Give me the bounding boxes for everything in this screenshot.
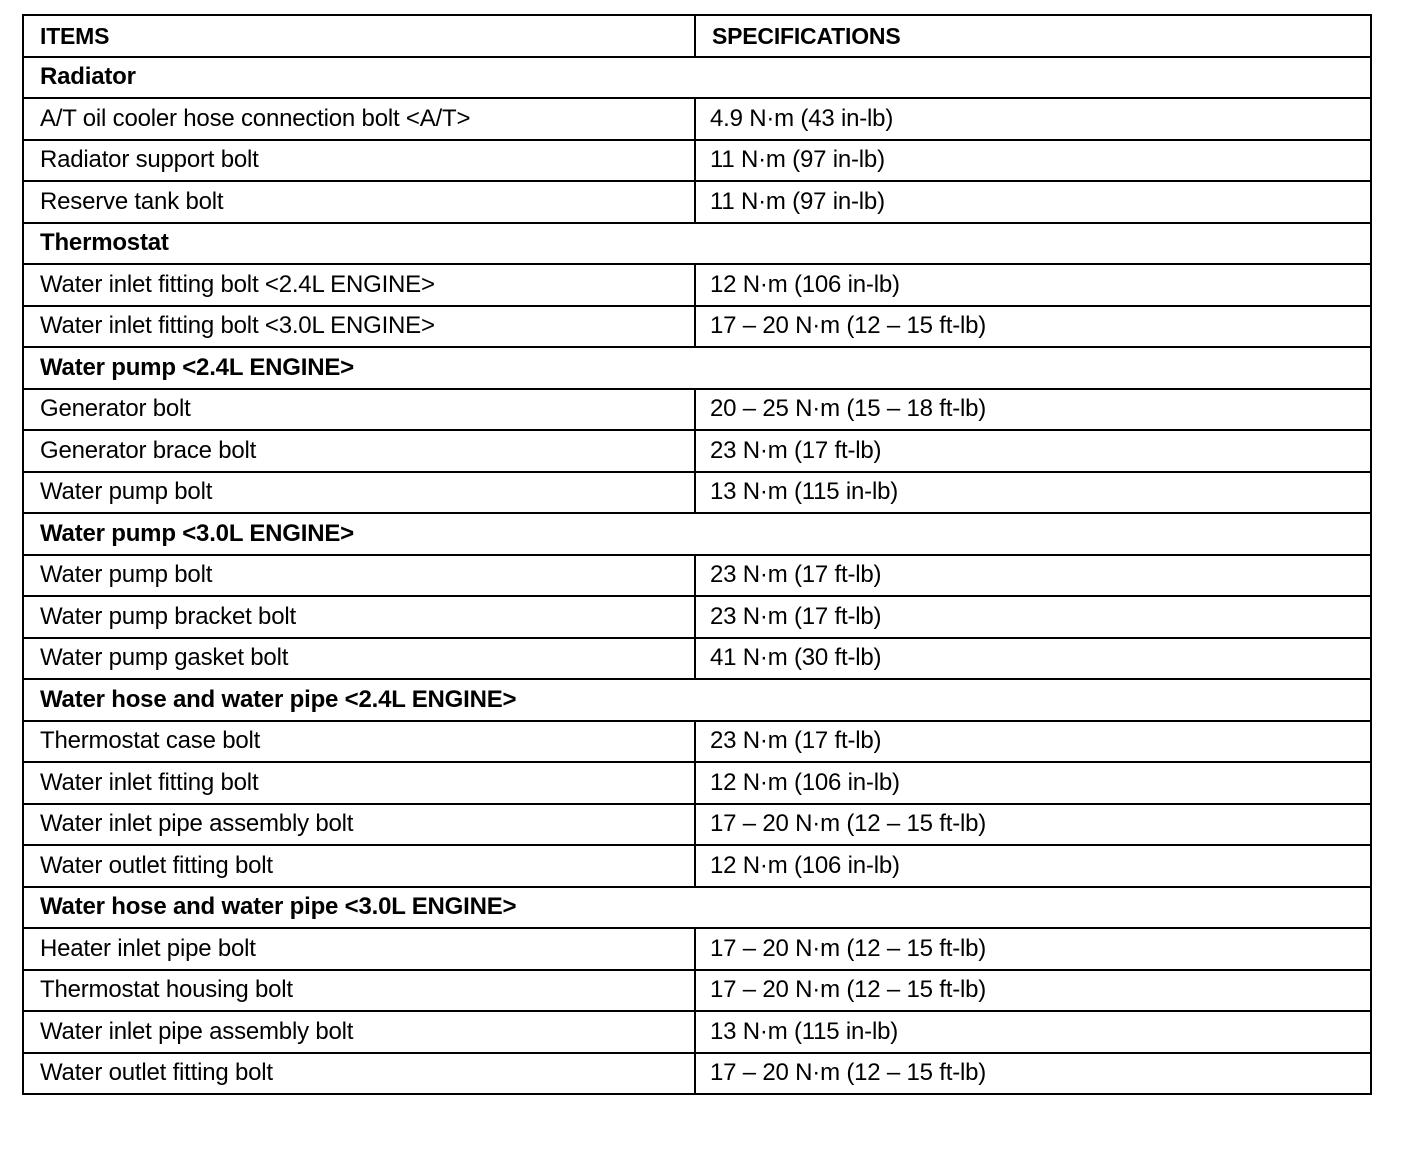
section-title: Thermostat	[23, 223, 1371, 265]
section-title: Water pump <3.0L ENGINE>	[23, 513, 1371, 555]
specification-cell: 13 N·m (115 in-lb)	[695, 1011, 1371, 1053]
section-row	[23, 223, 1371, 265]
table-row	[23, 306, 1371, 348]
table-row	[23, 845, 1371, 887]
table-row	[23, 472, 1371, 514]
item-cell: Thermostat case bolt	[23, 721, 695, 763]
specification-cell: 17 – 20 N·m (12 – 15 ft-lb)	[695, 804, 1371, 846]
table-row	[23, 596, 1371, 638]
section-title: Radiator	[23, 57, 1371, 99]
section-title: Water hose and water pipe <2.4L ENGINE>	[23, 679, 1371, 721]
specification-cell: 17 – 20 N·m (12 – 15 ft-lb)	[695, 306, 1371, 348]
specification-cell: 12 N·m (106 in-lb)	[695, 845, 1371, 887]
section-title: Water pump <2.4L ENGINE>	[23, 347, 1371, 389]
table-row	[23, 1011, 1371, 1053]
table-row	[23, 762, 1371, 804]
item-cell: Water inlet pipe assembly bolt	[23, 1011, 695, 1053]
table-row	[23, 98, 1371, 140]
item-cell: Water inlet fitting bolt <2.4L ENGINE>	[23, 264, 695, 306]
table-row	[23, 721, 1371, 763]
specification-cell: 17 – 20 N·m (12 – 15 ft-lb)	[695, 970, 1371, 1012]
specification-cell: 12 N·m (106 in-lb)	[695, 762, 1371, 804]
specification-cell: 11 N·m (97 in-lb)	[695, 140, 1371, 182]
item-cell: Water outlet fitting bolt	[23, 845, 695, 887]
item-cell: Water pump bolt	[23, 472, 695, 514]
specification-cell: 23 N·m (17 ft-lb)	[695, 596, 1371, 638]
specification-cell: 20 – 25 N·m (15 – 18 ft-lb)	[695, 389, 1371, 431]
section-row	[23, 347, 1371, 389]
specification-cell: 12 N·m (106 in-lb)	[695, 264, 1371, 306]
table-row	[23, 140, 1371, 182]
item-cell: Water inlet fitting bolt <3.0L ENGINE>	[23, 306, 695, 348]
item-cell: Water pump gasket bolt	[23, 638, 695, 680]
item-cell: Generator bolt	[23, 389, 695, 431]
item-cell: Water inlet fitting bolt	[23, 762, 695, 804]
item-cell: Water inlet pipe assembly bolt	[23, 804, 695, 846]
table-row	[23, 970, 1371, 1012]
table-row	[23, 389, 1371, 431]
specification-cell: 41 N·m (30 ft-lb)	[695, 638, 1371, 680]
header-row	[23, 15, 1371, 57]
column-header-items: ITEMS	[23, 15, 695, 57]
specification-cell: 23 N·m (17 ft-lb)	[695, 555, 1371, 597]
specification-cell: 11 N·m (97 in-lb)	[695, 181, 1371, 223]
specification-cell: 13 N·m (115 in-lb)	[695, 472, 1371, 514]
section-row	[23, 887, 1371, 929]
table-row	[23, 804, 1371, 846]
section-row	[23, 57, 1371, 99]
item-cell: Water outlet fitting bolt	[23, 1053, 695, 1095]
table-row	[23, 555, 1371, 597]
section-row	[23, 513, 1371, 555]
specification-cell: 17 – 20 N·m (12 – 15 ft-lb)	[695, 1053, 1371, 1095]
specification-cell: 4.9 N·m (43 in-lb)	[695, 98, 1371, 140]
item-cell: Radiator support bolt	[23, 140, 695, 182]
table-row	[23, 264, 1371, 306]
item-cell: Thermostat housing bolt	[23, 970, 695, 1012]
specification-cell: 23 N·m (17 ft-lb)	[695, 721, 1371, 763]
table-body	[23, 57, 1371, 1095]
column-header-specifications: SPECIFICATIONS	[695, 15, 1371, 57]
item-cell: A/T oil cooler hose connection bolt <A/T>	[23, 98, 695, 140]
torque-spec-table	[22, 14, 1372, 1095]
specification-cell: 17 – 20 N·m (12 – 15 ft-lb)	[695, 928, 1371, 970]
item-cell: Water pump bolt	[23, 555, 695, 597]
table-row	[23, 638, 1371, 680]
item-cell: Water pump bracket bolt	[23, 596, 695, 638]
specification-cell: 23 N·m (17 ft-lb)	[695, 430, 1371, 472]
table-row	[23, 1053, 1371, 1095]
table-header	[23, 15, 1371, 57]
table-row	[23, 928, 1371, 970]
table-row	[23, 430, 1371, 472]
section-row	[23, 679, 1371, 721]
table-row	[23, 181, 1371, 223]
item-cell: Heater inlet pipe bolt	[23, 928, 695, 970]
item-cell: Reserve tank bolt	[23, 181, 695, 223]
section-title: Water hose and water pipe <3.0L ENGINE>	[23, 887, 1371, 929]
item-cell: Generator brace bolt	[23, 430, 695, 472]
